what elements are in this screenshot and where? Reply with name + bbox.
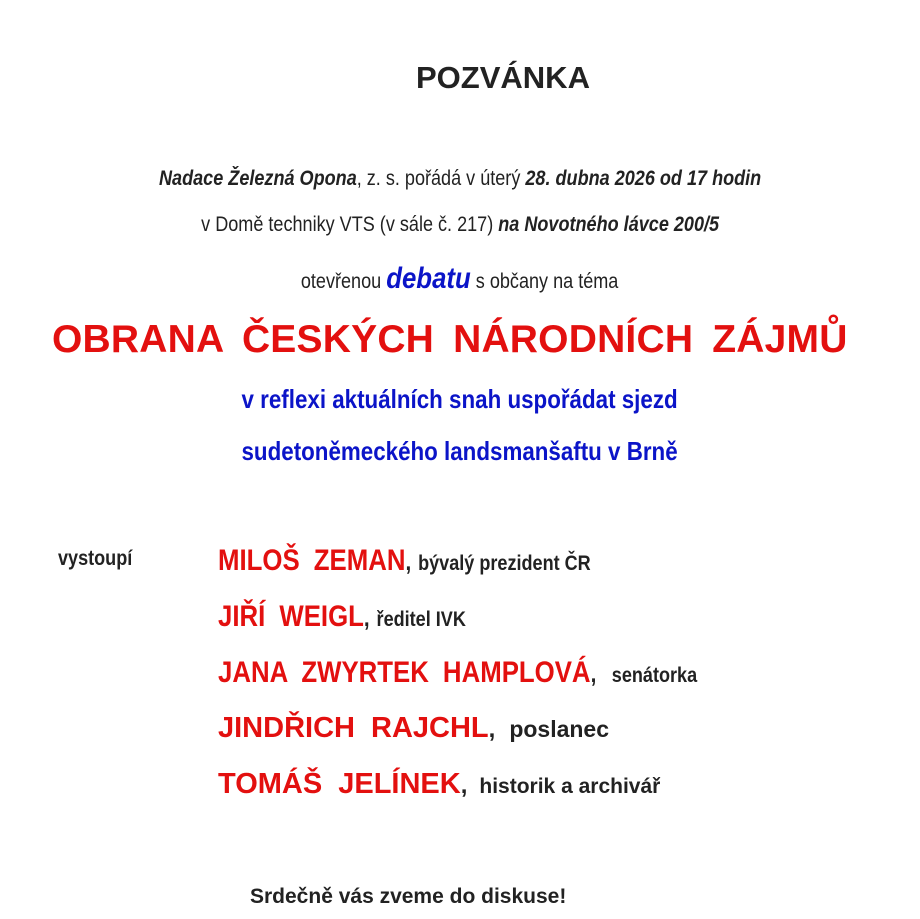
subtitle-line-2 [0, 436, 920, 467]
speaker-name: JIŘÍ WEIGL [218, 600, 364, 633]
closing-invitation: Srdečně vás zveme do diskuse! [250, 885, 567, 908]
headline: OBRANA ČESKÝCH NÁRODNÍCH ZÁJMŮ [52, 318, 848, 361]
organizer-name: Nadace Železná Opona [158, 167, 357, 190]
speaker-role: senátorka [611, 664, 698, 687]
event-datetime: 28. dubna 2026 od 17 hodin [525, 167, 762, 190]
speaker-role: ředitel IVK [376, 608, 466, 631]
debate-prefix: otevřenou [301, 270, 387, 293]
subtitle-text-2: sudetoněmeckého landsmanšaftu v Brně [241, 436, 679, 466]
speaker-role: poslanec [509, 716, 610, 742]
speaker-name: JINDŘICH RAJCHL [218, 712, 489, 744]
intro-line-venue [0, 213, 920, 237]
speaker-name: JANA ZWYRTEK HAMPLOVÁ [218, 656, 591, 689]
speakers-label: vystoupí [58, 547, 133, 570]
debate-word: debatu [386, 262, 472, 295]
speaker-comma: , [460, 772, 468, 799]
organizer-suffix: , z. s. pořádá v úterý [356, 167, 526, 190]
subtitle-line-1 [0, 384, 920, 415]
intro-line-debate [0, 262, 920, 296]
venue-text: v Domě techniky VTS (v sále č. 217) [201, 213, 499, 236]
subtitle-text-1: v reflexi aktuálních snah uspořádat sjezd [241, 384, 679, 414]
debate-suffix: s občany na téma [471, 270, 619, 293]
speaker-role: bývalý prezident ČR [418, 552, 591, 575]
speaker-item [218, 656, 775, 690]
speaker-item [218, 544, 651, 578]
speaker-item [218, 768, 660, 801]
page-title: POZVÁNKA [416, 60, 590, 95]
speaker-comma: , [488, 716, 496, 743]
speaker-role: historik a archivář [479, 775, 661, 798]
speaker-comma: , [363, 605, 370, 632]
speaker-comma: , [405, 549, 412, 576]
speaker-comma: , [590, 661, 597, 688]
speaker-name: TOMÁŠ JELÍNEK [218, 768, 461, 800]
speaker-name: MILOŠ ZEMAN [218, 544, 406, 577]
venue-address: na Novotného lávce 200/5 [498, 213, 719, 236]
speaker-item [218, 600, 506, 634]
speaker-item [218, 712, 609, 745]
intro-line-organizer [0, 167, 920, 191]
